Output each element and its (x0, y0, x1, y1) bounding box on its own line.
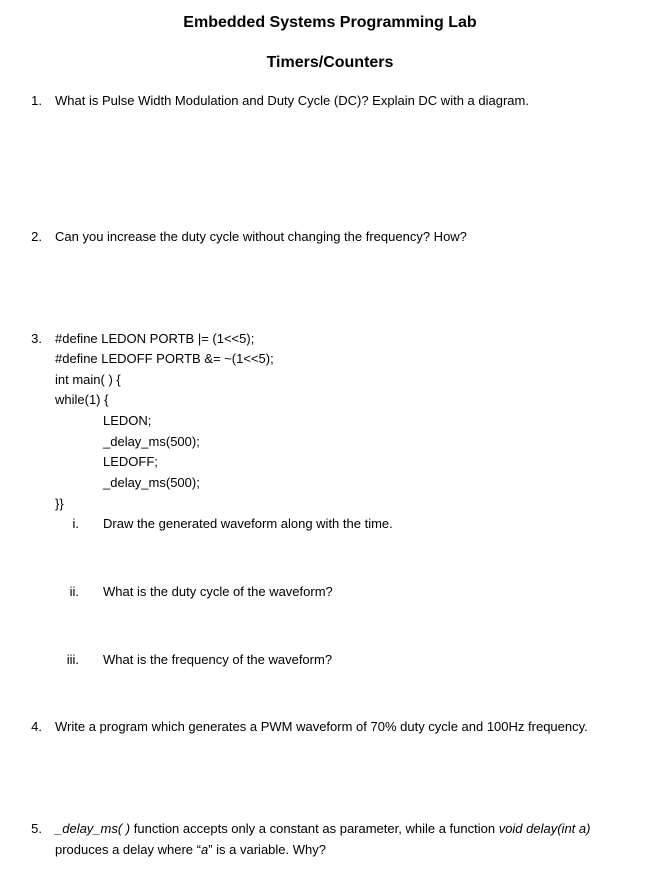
code-line: }} (55, 496, 64, 511)
code-line: #define LEDON PORTB |= (1<<5); (55, 331, 255, 346)
code-line: #define LEDOFF PORTB &= ~(1<<5); (55, 351, 274, 366)
question-4-text: Write a program which generates a PWM waveform of 70% duty cycle and 100Hz frequency. (55, 719, 588, 734)
question-5-line-1 (55, 821, 590, 836)
question-5-number: 5. (31, 821, 42, 836)
delay-ms-function-name: _delay_ms( ) (55, 821, 131, 836)
question-5-text: ” is a variable. Why? (208, 842, 326, 857)
question-4-number: 4. (31, 719, 42, 734)
sub-question-text: What is the duty cycle of the waveform? (103, 584, 333, 599)
question-5-text: produces a delay where “ (55, 842, 201, 857)
code-line: _delay_ms(500); (103, 475, 200, 490)
sub-question-number: iii. (66, 652, 79, 667)
delay-function-signature: void delay(int a) (498, 821, 591, 836)
code-line: int main( ) { (55, 372, 121, 387)
code-line: LEDON; (103, 413, 152, 428)
question-2-text: Can you increase the duty cycle without changing the frequency? How? (55, 229, 467, 244)
page-subtitle: Timers/Counters (266, 54, 394, 71)
code-line: while(1) { (55, 392, 109, 407)
question-1-text: What is Pulse Width Modulation and Duty Cycle (DC)? Explain DC with a diagram. (55, 93, 529, 108)
sub-question-text: What is the frequency of the waveform? (103, 652, 333, 667)
page-title: Embedded Systems Programming Lab (183, 14, 477, 31)
question-1-number: 1. (31, 93, 42, 108)
code-line: _delay_ms(500); (103, 434, 200, 449)
variable-name: a (200, 842, 209, 857)
sub-question-text: Draw the generated waveform along with the time. (103, 516, 393, 531)
sub-question-number: ii. (69, 584, 79, 599)
question-3-number: 3. (31, 331, 42, 346)
question-5-text: function accepts only a constant as parameter, while a function (130, 821, 499, 836)
sub-question-number: i. (72, 516, 79, 531)
question-5-line-2 (55, 842, 326, 857)
question-2-number: 2. (31, 229, 42, 244)
code-line: LEDOFF; (103, 454, 158, 469)
